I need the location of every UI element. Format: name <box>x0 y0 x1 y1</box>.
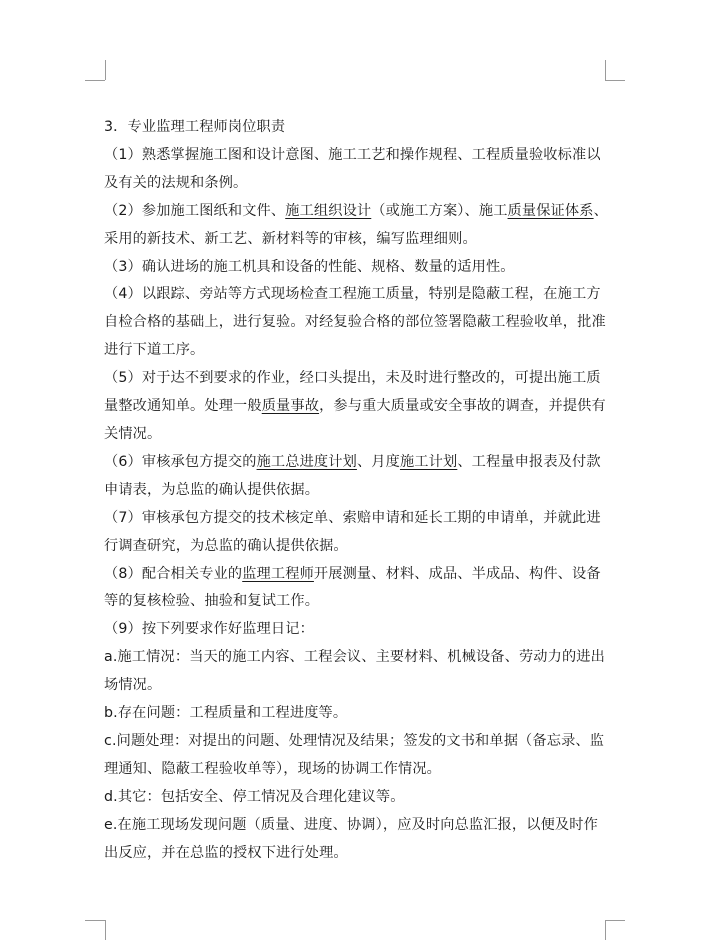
section-heading: 3．专业监理工程师岗位职责 <box>104 119 286 135</box>
paragraph-9: （9）按下列要求作好监理日记： <box>104 621 314 638</box>
paragraph-13: d.其它：包括安全、停工情况及合理化建议等。 <box>104 788 405 805</box>
paragraph-14: e.在施工现场发现问题（质量、进度、协调），应及时向总监汇报，以便及时作出反应，并在总监的授权下进行处理。 <box>104 816 598 861</box>
link-quality-accident[interactable]: 质量事故 <box>261 398 320 415</box>
paragraph-6: （6）审核承包方提交的施工总进度计划、月度施工计划、工程量申报表及付款申请表，为总监的确认提供依据。 <box>104 453 601 498</box>
paragraph-3: （3）确认进场的施工机具和设备的性能、规格、数量的适用性。 <box>104 258 515 275</box>
paragraph-2: （2）参加施工图纸和文件、施工组织设计（或施工方案）、施工质量保证体系、采用的新技术、新工艺、新材料等的审核，编写监理细则。 <box>104 202 608 247</box>
paragraph-12: c.问题处理：对提出的问题、处理情况及结果；签发的文书和单据（备忘录、监理通知、隐蔽工程验收单等），现场的协调工作情况。 <box>104 732 605 777</box>
document-body <box>104 114 608 867</box>
paragraph-10: a.施工情况：当天的施工内容、工程会议、主要材料、机械设备、劳动力的进出场情况。 <box>104 649 605 694</box>
paragraph-4: （4）以跟踪、旁站等方式现场检查工程施工质量，特别是隐蔽工程，在施工方自检合格的基础上，进行复验。对经复验合格的部位签署隐蔽工程验收单，批准进行下道工序。 <box>104 286 606 359</box>
paragraph-11: b.存在问题：工程质量和工程进度等。 <box>104 705 348 722</box>
paragraph-8: （8）配合相关专业的监理工程师开展测量、材料、成品、半成品、构件、设备等的复核检验、抽验和复试工作。 <box>104 565 601 610</box>
paragraph-7: （7）审核承包方提交的技术核定单、索赔申请和延长工期的申请单，并就此进行调查研究，为总监的确认提供依据。 <box>104 509 601 554</box>
link-quality-assurance-system[interactable]: 质量保证体系 <box>507 202 594 219</box>
link-construction-plan[interactable]: 施工计划 <box>399 453 458 470</box>
link-master-schedule[interactable]: 施工总进度计划 <box>256 453 357 470</box>
paragraph-5: （5）对于达不到要求的作业，经口头提出，未及时进行整改的，可提出施工质量整改通知单。处理一般质量事故，参与重大质量或安全事故的调查，并提供有关情况。 <box>104 370 606 442</box>
link-supervision-engineer[interactable]: 监理工程师 <box>242 565 314 582</box>
link-construction-org-design[interactable]: 施工组织设计 <box>285 202 372 219</box>
paragraph-1: （1）熟悉掌握施工图和设计意图、施工工艺和操作规程、工程质量验收标准以及有关的法规和条例。 <box>104 146 601 191</box>
